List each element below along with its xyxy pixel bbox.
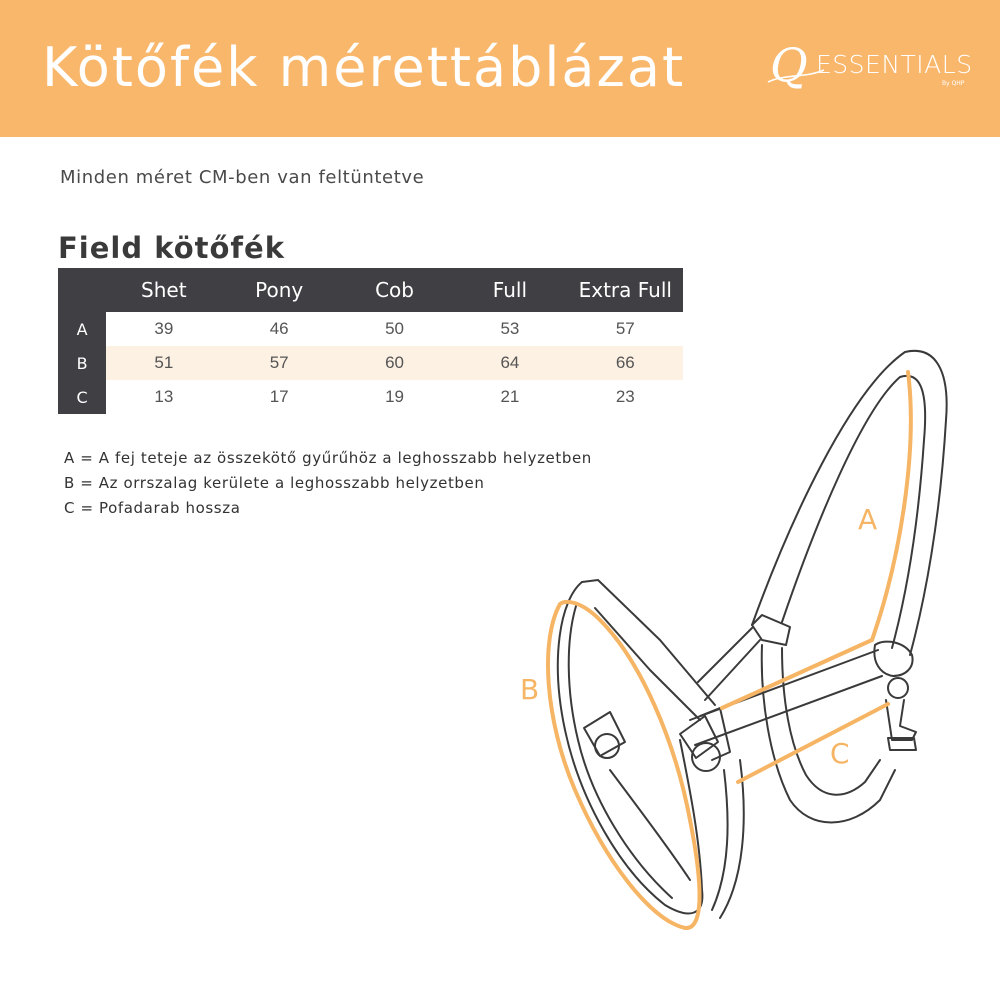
legend-item: A = A fej teteje az összekötő gyűrűhöz a leghosszabb helyzetben	[64, 449, 592, 467]
column-header: Pony	[222, 268, 337, 312]
label-a: A	[858, 503, 878, 536]
label-b: B	[520, 673, 540, 706]
row-label: A	[58, 312, 106, 346]
table-cell: 66	[568, 346, 683, 380]
legend-item: B = Az orrszalag kerülete a leghosszabb helyzetben	[64, 474, 485, 492]
table-cell: 46	[269, 319, 289, 338]
column-header: Cob	[337, 268, 452, 312]
table-cell: 17	[269, 387, 289, 406]
table-cell: 21	[500, 387, 520, 406]
table-cell: 39	[154, 319, 174, 338]
column-header: Shet	[106, 268, 221, 312]
column-header: Extra Full	[568, 268, 683, 312]
table-cell: 57	[615, 319, 635, 338]
column-header: Full	[452, 268, 567, 312]
table-cell: 57	[222, 346, 337, 380]
halter-diagram	[500, 340, 1000, 940]
legend-item: C = Pofadarab hossza	[64, 499, 241, 517]
logo-byline: By QHP	[942, 80, 965, 87]
logo-wordmark: ESSENTIALS	[816, 50, 973, 79]
table-cell: 23	[615, 387, 635, 406]
table-cell: 19	[385, 387, 404, 406]
brand-logo	[766, 38, 973, 94]
halter-illustration	[500, 340, 1000, 940]
table-cell: 13	[154, 387, 174, 406]
table-cell: 51	[106, 346, 221, 380]
logo-mark: Q	[770, 38, 808, 92]
section-title: Field kötőfék	[58, 231, 286, 265]
units-note: Minden méret CM-ben van feltüntetve	[60, 167, 425, 188]
row-label: B	[58, 346, 106, 380]
header-banner	[0, 0, 1000, 137]
page-title: Kötőfék mérettáblázat	[42, 36, 686, 99]
table-cell: 64	[452, 346, 567, 380]
row-label: C	[58, 380, 106, 414]
table-cell: 50	[385, 319, 404, 338]
table-cell: 60	[337, 346, 452, 380]
table-cell: 53	[500, 319, 520, 338]
table-header-row	[58, 268, 683, 312]
label-c: C	[830, 737, 850, 770]
table-corner-cell	[58, 268, 106, 312]
